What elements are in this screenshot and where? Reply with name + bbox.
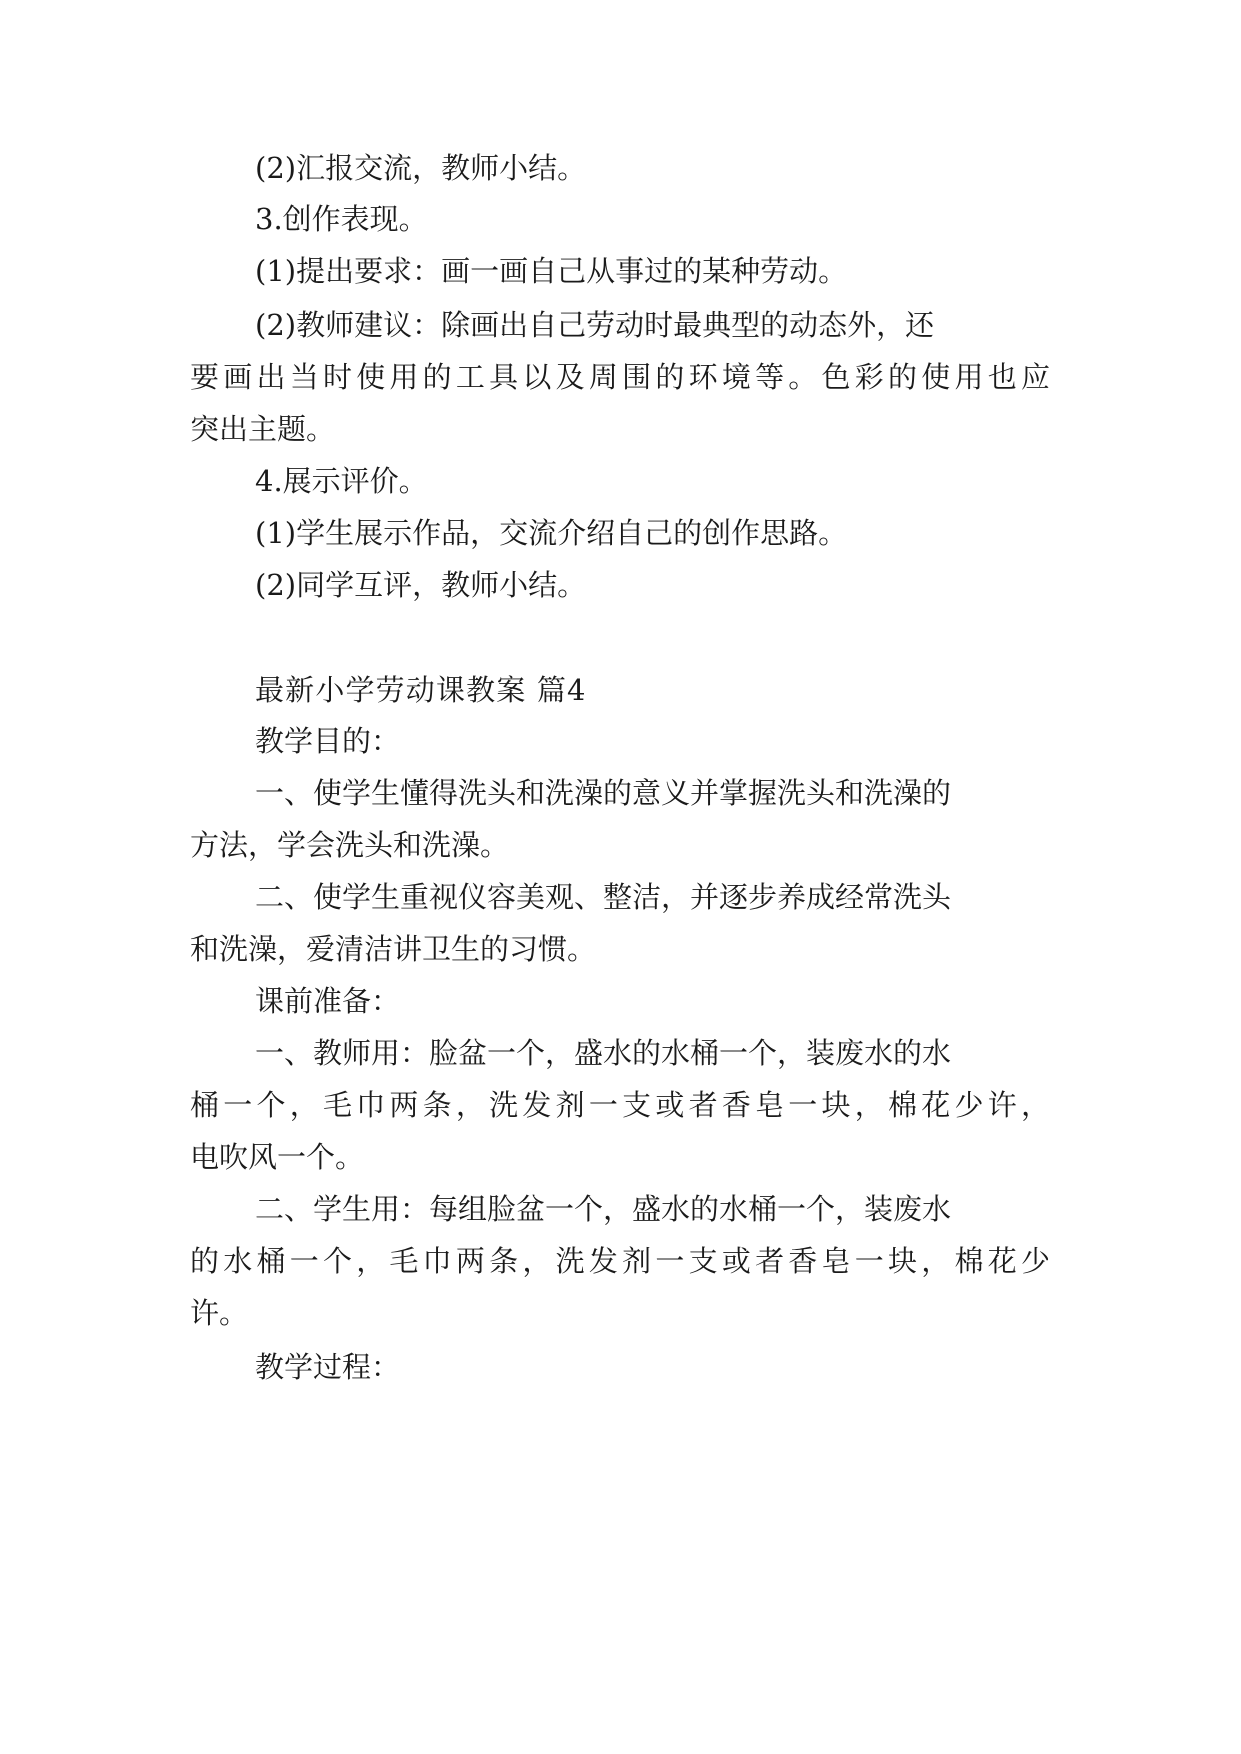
- section-heading: 4.展示评价。: [255, 464, 428, 498]
- paragraph-line: (2)汇报交流，教师小结。: [255, 151, 587, 185]
- paragraph-line: 许。: [190, 1296, 249, 1330]
- paragraph-line: 二、学生用：每组脸盆一个，盛水的水桶一个，装废水: [255, 1192, 952, 1226]
- paragraph-line: (1)学生展示作品，交流介绍自己的创作思路。: [255, 516, 848, 550]
- section-heading: 课前准备：: [255, 984, 401, 1018]
- section-heading: 教学目的：: [255, 724, 401, 758]
- paragraph-line: 电吹风一个。: [190, 1140, 365, 1174]
- paragraph-line: 一、使学生懂得洗头和洗澡的意义并掌握洗头和洗澡的: [255, 776, 952, 810]
- lesson-title: 最新小学劳动课教案 篇4: [255, 673, 587, 707]
- paragraph-line: 的水桶一个，毛巾两条，洗发剂一支或者香皂一块，棉花少: [190, 1244, 1050, 1278]
- paragraph-line: 一、教师用：脸盆一个，盛水的水桶一个，装废水的水: [255, 1036, 952, 1070]
- section-heading: 教学过程：: [255, 1350, 401, 1384]
- paragraph-line: (2)同学互评，教师小结。: [255, 568, 587, 602]
- paragraph-line: 和洗澡，爱清洁讲卫生的习惯。: [190, 932, 597, 966]
- section-heading: 3.创作表现。: [255, 202, 428, 236]
- paragraph-line: 要画出当时使用的工具以及周围的环境等。色彩的使用也应: [190, 360, 1050, 394]
- paragraph-line: (1)提出要求：画一画自己从事过的某种劳动。: [255, 254, 848, 288]
- paragraph-line: 突出主题。: [190, 412, 336, 446]
- paragraph-line: 桶一个，毛巾两条，洗发剂一支或者香皂一块，棉花少许，: [190, 1088, 1050, 1122]
- paragraph-line: 二、使学生重视仪容美观、整洁，并逐步养成经常洗头: [255, 880, 952, 914]
- paragraph-line: (2)教师建议：除画出自己劳动时最典型的动态外，还: [255, 308, 935, 342]
- paragraph-line: 方法，学会洗头和洗澡。: [190, 828, 510, 862]
